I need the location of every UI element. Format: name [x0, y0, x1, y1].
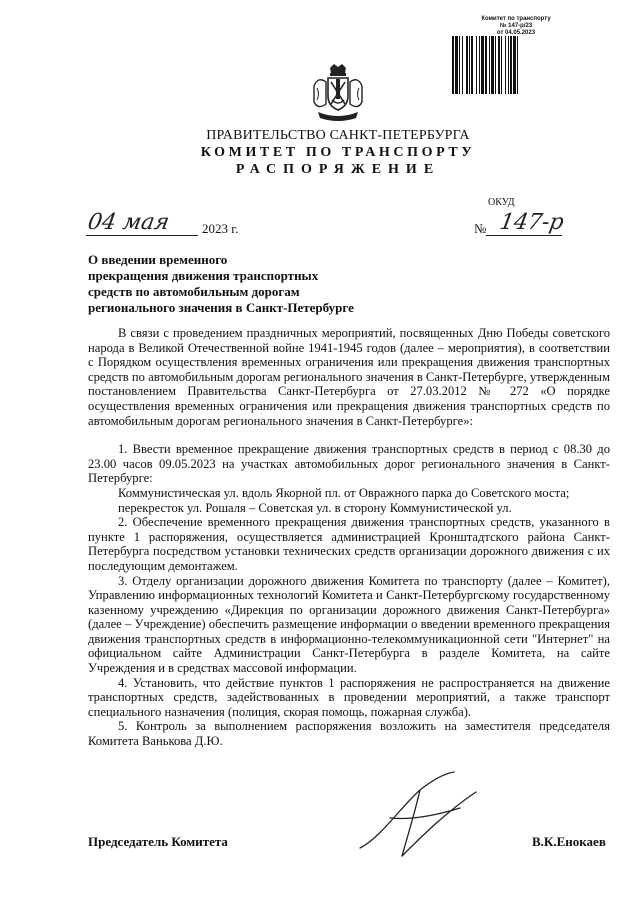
item-5: 5. Контроль за выполнением распоряжения возложить на заместителя председателя Комитета Ванькова Д.Ю. — [88, 719, 610, 749]
number-underline — [486, 235, 562, 236]
okud-label: ОКУД — [488, 197, 515, 208]
government-title: ПРАВИТЕЛЬСТВО САНКТ-ПЕТЕРБУРГА — [206, 128, 470, 143]
subject-line: О введении временного — [88, 252, 228, 267]
item-2: 2. Обеспечение временного прекращения движения транспортных средств, указанного в пункте 1 распоряжения, осуществляется администрацией Кронштадтского района Санкт-Петербурга посредством установки технических средств организации дорожного движения с их последующим демонтажем. — [88, 515, 610, 573]
document-body — [88, 326, 610, 749]
item-1-street-a: Коммунистическая ул. вдоль Якорной пл. от Овражного парка до Советского моста; — [118, 485, 570, 500]
coat-of-arms-icon — [308, 62, 368, 124]
item-4: 4. Установить, что действие пунктов 1 распоряжения не распространяется на движение транспортных средств, задействованных в проведении мероприятий, а также транспорт специального назначения (полиция, скорая помощь, пожарная служба). — [88, 675, 610, 719]
number-sign: № — [474, 221, 487, 236]
subject-line: средств по автомобильным дорогам — [88, 284, 300, 299]
document-subject — [88, 252, 378, 316]
registration-stamp — [446, 16, 586, 37]
signatory-title: Председатель Комитета — [88, 834, 228, 849]
date-year: 2023 г. — [202, 221, 239, 236]
stamp-line-1: Комитет по транспорту — [481, 16, 551, 22]
stamp-line-2: № 147-р/23 — [499, 23, 533, 29]
intro-paragraph: В связи с проведением праздничных мероприятий, посвященных Дню Победы советского народа в Великой Отечественной войне 1941-1945 годов (далее – мероприятия), в соответствии с Порядком осуществления временных ограничения или прекращения движения транспортных средств по автомобильным дорогам регионального значения в Санкт-Петербурге, утвержденным постановлением Правительства Санкт-Петербурга от 27.03.2012 № 272 «О порядке осуществления временных ограничения или прекращения движения транспортных средств по автомобильным дорогам регионального значения в Санкт-Петербурге»: — [88, 326, 610, 428]
committee-title: КОМИТЕТ ПО ТРАНСПОРТУ — [200, 145, 476, 160]
stamp-line-3: от 04.05.2023 — [496, 30, 536, 36]
date-underline — [86, 235, 198, 236]
subject-line: регионального значения в Санкт-Петербурге — [88, 300, 354, 315]
item-1-street-b: перекресток ул. Рошаля – Советская ул. в сторону Коммунистической ул. — [118, 500, 512, 515]
item-1: 1. Ввести временное прекращение движения транспортных средств в период с 08.30 до 23.00 часов 09.05.2023 на участках автомобильных дорог регионального значения в Санкт-Петербурге: — [88, 442, 610, 486]
document-type: РАСПОРЯЖЕНИЕ — [235, 162, 441, 177]
handwritten-signature — [350, 768, 490, 864]
barcode — [452, 36, 580, 94]
signatory-name: В.К.Енокаев — [532, 834, 606, 849]
handwritten-number: 147-р — [497, 210, 566, 235]
handwritten-date: 04 мая — [85, 210, 172, 235]
item-3: 3. Отделу организации дорожного движения Комитета по транспорту (далее – Комитет), Управлению информационных технологий Комитета и Санкт-Петербургскому государственному казенному учреждению «Дирекция по организации дорожного движения Санкт-Петербурга» (далее – Учреждение) обеспечить размещение информации о введении временного прекращения движения транспортных средств в информационно-телекоммуникационной сети "Интернет" на официальном сайте Администрации Санкт-Петербурга в разделе Комитета, на сайте Учреждения и в средствах массовой информации. — [88, 573, 610, 676]
subject-line: прекращения движения транспортных — [88, 268, 319, 283]
